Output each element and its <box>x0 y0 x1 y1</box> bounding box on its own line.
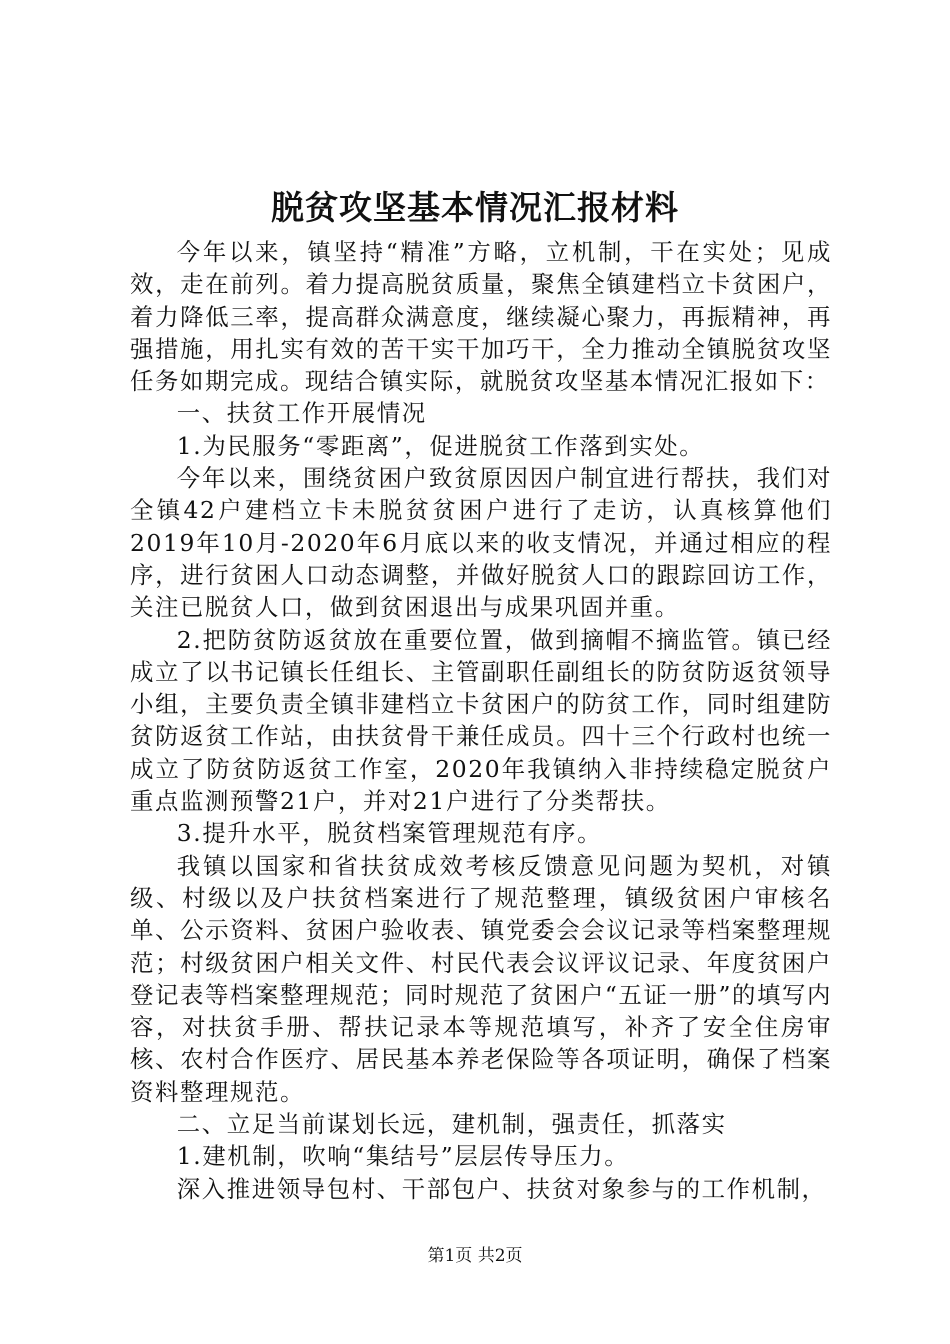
paragraph-1-2: 2.把防贫防返贫放在重要位置，做到摘帽不摘监管。镇已经成立了以书记镇长任组长、主管副职任副组长的防贫防返贫领导小组，主要负责全镇非建档立卡贫困户的防贫工作，同时组建防贫防返贫工作站，由扶贫骨干兼任成员。四十三个行政村也统一成立了防贫防返贫工作室，2020年我镇纳入非持续稳定脱贫户重点监测预警21户，并对21户进行了分类帮扶。 <box>130 625 832 816</box>
subheading-2-1: 1.建机制，吹响“集结号”层层传导压力。 <box>176 1142 630 1171</box>
paragraph-1-1: 今年以来，围绕贫困户致贫原因因户制宜进行帮扶，我们对全镇42户建档立卡未脱贫贫困户进行了走访，认真核算他们2019年10月-2020年6月底以来的收支情况，并通过相应的程序，进行贫困人口动态调整，并做好脱贫人口的跟踪回访工作，关注已脱贫人口，做到贫困退出与成果巩固并重。 <box>130 464 832 622</box>
document-body <box>130 236 832 1205</box>
page-footer: 第1页 共2页 <box>427 1246 523 1266</box>
section-heading-2: 二、立足当前谋划长远，建机制，强责任，抓落实 <box>176 1110 727 1139</box>
paragraph-2-1: 深入推进领导包村、干部包户、扶贫对象参与的工作机制， <box>176 1174 827 1203</box>
section-heading-1: 一、扶贫工作开展情况 <box>176 399 427 428</box>
paragraph-intro: 今年以来，镇坚持“精准”方略，立机制，干在实处；见成效，走在前列。着力提高脱贫质量，聚焦全镇建档立卡贫困户，着力降低三率，提高群众满意度，继续凝心聚力，再振精神，再强措施，用扎实有效的苦干实干加巧干，全力推动全镇脱贫攻坚任务如期完成。现结合镇实际，就脱贫攻坚基本情况汇报如下： <box>130 238 832 396</box>
paragraph-1-3: 我镇以国家和省扶贫成效考核反馈意见问题为契机，对镇级、村级以及户扶贫档案进行了规范整理，镇级贫困户审核名单、公示资料、贫困户验收表、镇党委会会议记录等档案整理规范；村级贫困户相关文件、村民代表会议评议记录、年度贫困户登记表等档案整理规范；同时规范了贫困户“五证一册”的填写内容，对扶贫手册、帮扶记录本等规范填写，补齐了安全住房审核、农村合作医疗、居民基本养老保险等各项证明，确保了档案资料整理规范。 <box>130 851 832 1106</box>
subheading-1-3: 3.提升水平，脱贫档案管理规范有序。 <box>176 819 603 848</box>
document-title: 脱贫攻坚基本情况汇报材料 <box>271 188 679 227</box>
subheading-1-1: 1.为民服务“零距离”，促进脱贫工作落到实处。 <box>176 431 705 460</box>
